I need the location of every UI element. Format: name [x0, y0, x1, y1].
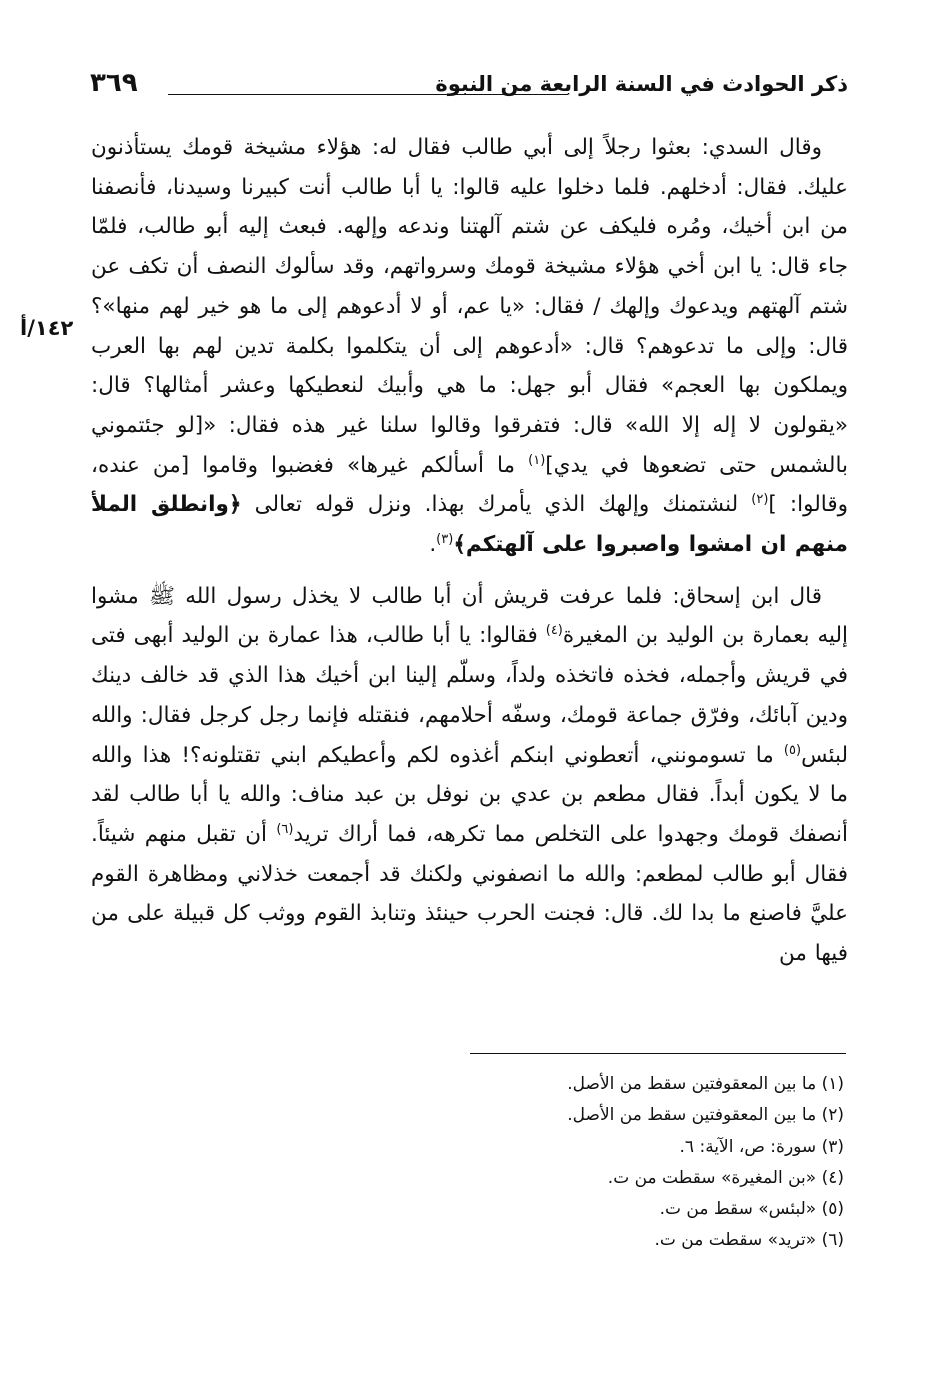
footnote-4: (٤) «بن المغيرة» سقطت من ت.: [607, 1167, 844, 1188]
footnote-separator: [470, 1053, 846, 1054]
footnotes-list: [567, 1069, 844, 1257]
footnote-6: (٦) «تريد» سقطت من ت.: [654, 1230, 844, 1251]
manuscript-folio-marker: ١٤٢/أ: [20, 316, 74, 340]
header-title: ذكر الحوادث في السنة الرابعة من النبوة: [435, 72, 848, 96]
paragraph-text: وقال السدي: بعثوا رجلاً إلى أبي طالب فقال له: هؤلاء مشيخة قومك يستأذنون عليك. فقال: أدخلهم. فلما دخلوا عليه قالوا: يا أبا طالب أنت كبيرنا وسيدنا، فأنصفنا من ابن أخيك، ومُره فليكف عن شتم آلهتنا وندعه وإلهه. فبعث إليه أبو طالب، فلمّا جاء قال: يا ابن أخي هؤلاء مشيخة قومك وسرواتهم، وقد سألوك النصف أن تكف عن شتم آلهتهم ويدعوك وإلهك / فقال: «يا عم، أو لا أدعوهم إلى ما هو خير لهم منها»؟ قال: وإلى ما تدعوهم؟ قال: «أدعوهم إلى أن يتكلموا بكلمة تدين لهم بها العرب ويملكون بها العجم» فقال أبو جهل: ما هي وأبيك لنعطيكها وعشر أمثالها؟ قال: «يقولون لا إله إلا الله» قال: فتفرقوا وقالوا سلنا غير هذه فقال: «[لو جئتموني بالشمس حتى تضعوها في يدي]: [91, 135, 848, 478]
header-rule: [168, 94, 568, 95]
paragraph-text: فقالوا: يا أبا طالب، هذا عمارة بن الوليد أبهى فتى في قريش وأجمله، فخذه فاتخذه ولداً، وسلّم إلينا ابن أخيك هذا الذي قد خالف دينك ودين آبائك، وفرّق جماعة قومك، وسفّه أحلامهم، فنقتله فإنما رجل كرجل فقال: والله لبئس: [91, 623, 848, 768]
running-header: [90, 68, 848, 106]
footnote-ref-4: (٤): [545, 623, 563, 639]
paragraph-text: .: [429, 532, 437, 558]
footnote-ref-2: (٢): [751, 492, 769, 508]
main-text: [91, 128, 848, 974]
footnote-ref-3: (٣): [436, 531, 454, 547]
paragraph-text: أن تقبل منهم شيئاً. فقال أبو طالب لمطعم: والله ما انصفوني ولكنك قد أجمعت خذلاني ومظاهرة القوم عليَّ فاصنع ما بدا لك. قال: فجنت الحرب حينئذ وتنابذ القوم ووثب كل قبيلة على من فيها من: [91, 821, 848, 967]
paragraph-suddi: [91, 128, 848, 565]
footnote-2: (٢) ما بين المعقوفتين سقط من الأصل.: [567, 1105, 844, 1126]
paragraph-ibn-ishaq: [91, 577, 848, 974]
quran-verse: ﴿وانطلق الملأ منهم ان امشوا واصبروا على آلهتكم﴾: [91, 492, 848, 558]
footnote-ref-6: (٦): [276, 821, 294, 837]
footnote-5: (٥) «لبئس» سقط من ت.: [659, 1199, 844, 1220]
paragraph-text: لنشتمنك وإلهك الذي يأمرك بهذا. ونزل قوله تعالى: [241, 492, 752, 518]
paragraph-text: ما أسألكم غيرها» فغضبوا وقاموا [من عنده، وقالوا: ]: [91, 452, 849, 518]
footnote-ref-5: (٥): [783, 742, 802, 758]
paragraph-text: ما تسومونني، أتعطوني ابنكم أغذوه لكم وأعطيكم ابني تقتلونه؟! هذا والله ما لا يكون أبداً. فقال مطعم بن عدي بن نوفل بن عبد مناف: والله يا أبا طالب لقد أنصفك قومك وجهدوا على التخلص مما تكرهه، فما أراك تريد: [91, 742, 849, 847]
footnote-3: (٣) سورة: ص، الآية: ٦.: [679, 1136, 844, 1157]
footnote-ref-1: (١): [528, 452, 546, 468]
paragraph-text: قال ابن إسحاق: فلما عرفت قريش أن أبا طالب لا يخذل رسول الله ﷺ مشوا إليه بعمارة بن الوليد بن المغيرة: [91, 583, 848, 649]
footnote-1: (١) ما بين المعقوفتين سقط من الأصل.: [567, 1074, 844, 1094]
page-number: ٣٦٩: [90, 68, 138, 98]
